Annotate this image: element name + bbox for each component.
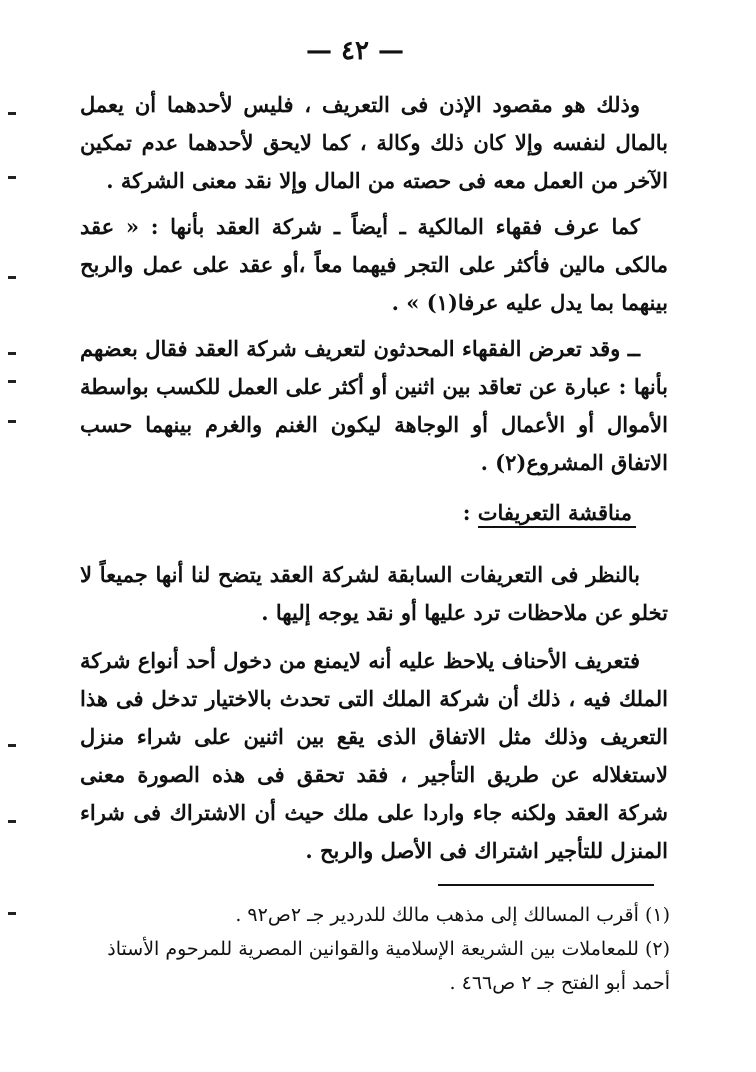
footnote-separator [438, 884, 654, 886]
paragraph-idhn-definition [80, 86, 668, 200]
paragraph-maliki-definition [80, 208, 668, 322]
paragraph-text: كما عرف فقهاء المالكية ـ أيضاً ـ شركة العقد بأنها : « عقد مالكى مالين فأكثر على التجر فيهما معاً ،أو عقد على عمل والربح بينهما بما يدل عليه عرفا(١) » . [80, 214, 668, 315]
footnotes [80, 898, 670, 1000]
scan-margin-mark [8, 912, 16, 915]
scan-margin-mark [8, 276, 16, 279]
paragraph-discussion-intro [80, 556, 668, 632]
footnote-2: (٢) للمعاملات بين الشريعة الإسلامية والقوانين المصرية للمرحوم الأستاذ أحمد أبو الفتح جـ ٢ ص٤٦٦ . [107, 938, 670, 994]
scan-margin-mark [8, 352, 16, 355]
scan-margin-mark [8, 380, 16, 383]
paragraph-text: ــ وقد تعرض الفقهاء المحدثون لتعريف شركة العقد فقال بعضهم بأنها : عبارة عن تعاقد بين اثنين أو أكثر على العمل للكسب بواسطة الأموال أو الأعمال أو الوجاهة ليكون الغنم والغرم بينهما حسب الاتفاق المشروع(٢) . [80, 336, 668, 475]
paragraph-text: بالنظر فى التعريفات السابقة لشركة العقد يتضح لنا أنها جميعاً لا تخلو عن ملاحظات ترد عليها أو نقد يوجه إليها . [80, 562, 668, 625]
scan-margin-mark [8, 420, 16, 423]
heading-underline [478, 526, 636, 528]
section-heading: مناقشة التعريفات : [462, 500, 632, 525]
scan-margin-mark [8, 820, 16, 823]
footnote-1: (١) أقرب المسالك إلى مذهب مالك للدردير جـ ٢ص٩٢ . [235, 904, 670, 926]
scan-margin-mark [8, 112, 16, 115]
scan-margin-mark [8, 176, 16, 179]
paragraph-text: فتعريف الأحناف يلاحظ عليه أنه لايمنع من دخول أحد أنواع شركة الملك فيه ، ذلك أن شركة الملك التى تحدث بالاختيار تدخل فى هذا التعريف وذلك مثل الاتفاق الذى يقع بين اثنين على شراء منزل لاستغلاله عن طريق التأجير ، فقد تحقق فى هذه الصورة معنى شركة العقد ولكنه جاء واردا على ملك حيث أن الاشتراك فى شراء المنزل للتأجير اشتراك فى الأصل والربح . [80, 648, 668, 863]
page-number: — ٤٢ — [305, 36, 405, 66]
paragraph-text: وذلك هو مقصود الإذن فى التعريف ، فليس لأحدهما أن يعمل بالمال لنفسه وإلا كان ذلك وكالة ، كما لايحق لأحدهما عدم تمكين الآخر من العمل معه فى حصته من المال وإلا نقد معنى الشركة . [80, 92, 668, 193]
paragraph-hanafi-critique [80, 642, 668, 870]
scan-margin-mark [8, 744, 16, 747]
paragraph-modern-definition [80, 330, 668, 482]
